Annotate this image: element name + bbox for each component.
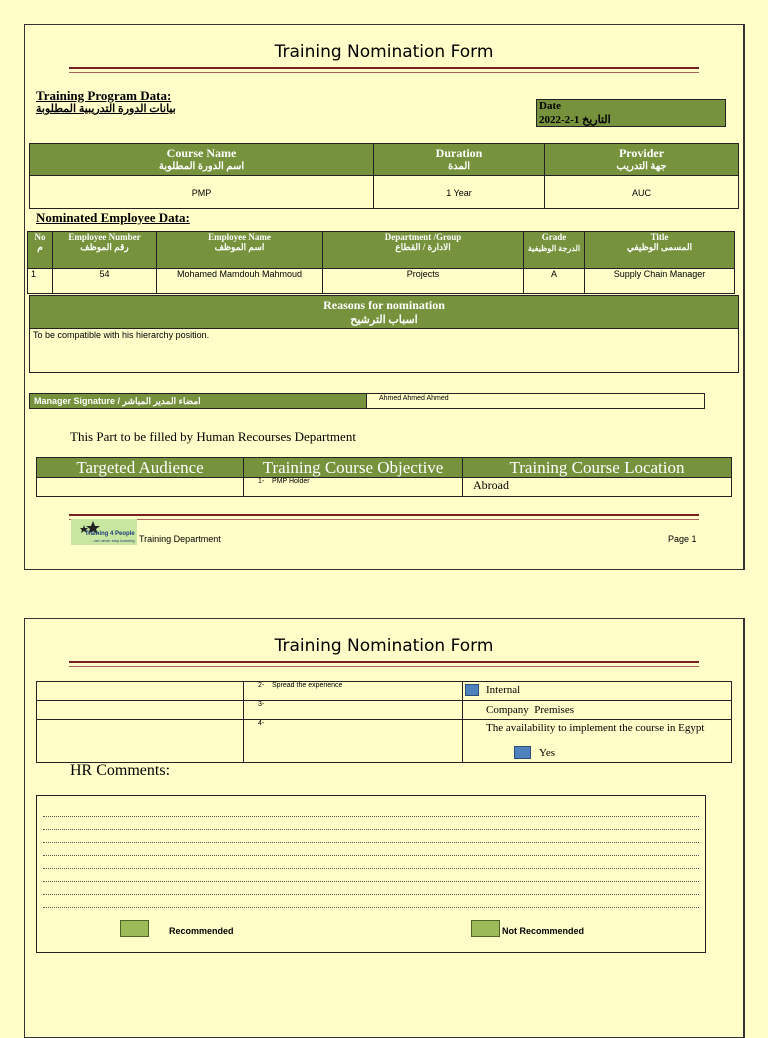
form-page-1 xyxy=(24,24,745,570)
form-title: Training Nomination Form xyxy=(274,636,494,656)
department-header: Department /Group الادارة / القطاع xyxy=(322,231,524,269)
grade-header: Grade الدرجة الوظيفية xyxy=(523,231,585,269)
course-name-cell: PMP xyxy=(29,175,374,209)
employee-name-cell: Mohamed Mamdouh Mahmoud xyxy=(156,268,323,294)
location-header: Training Course Location xyxy=(462,457,732,478)
objective-header: Training Course Objective xyxy=(243,457,463,478)
comment-line xyxy=(43,816,699,817)
recommended-checkbox[interactable] xyxy=(120,920,149,937)
title-rule xyxy=(69,67,699,73)
comment-line xyxy=(43,907,699,908)
audience-cell-2 xyxy=(36,681,244,701)
comment-line xyxy=(43,855,699,856)
hr-table xyxy=(36,457,732,497)
manager-signature-label: Manager Signature / امضاء المدير المباشر xyxy=(29,393,367,409)
comment-line xyxy=(43,829,699,830)
form-title: Training Nomination Form xyxy=(274,42,494,62)
title-header: Title المسمى الوظيفي xyxy=(584,231,735,269)
hr-continuation-table xyxy=(36,681,732,763)
program-heading-ar: بيانات الدورة التدريبية المطلوبة xyxy=(36,103,176,115)
employee-heading: Nominated Employee Data: xyxy=(36,210,190,225)
objective-cell-4: 4- xyxy=(243,719,463,763)
footer-rule xyxy=(69,514,699,520)
title-cell: Supply Chain Manager xyxy=(584,268,735,294)
not-recommended-label: Not Recommended xyxy=(502,926,585,936)
yes-checkbox[interactable] xyxy=(514,746,531,759)
location-cell-4 xyxy=(462,719,732,763)
comment-line xyxy=(43,868,699,869)
location-cell-2: Internal xyxy=(462,681,732,701)
hr-note: This Part to be filled by Human Recourses Department xyxy=(70,429,356,444)
reasons-box xyxy=(29,328,739,373)
provider-header: Provider جهة التدريب xyxy=(544,143,739,176)
no-cell: 1 xyxy=(27,268,53,294)
training-logo xyxy=(71,519,137,545)
targeted-audience-header: Targeted Audience xyxy=(36,457,244,478)
duration-cell: 1 Year xyxy=(373,175,545,209)
egypt-availability-text: The availability to implement the course in Egypt xyxy=(486,722,705,734)
course-name-header: Course Name اسم الدورة المطلوبة xyxy=(29,143,374,176)
hr-comments-label: HR Comments: xyxy=(70,762,171,779)
logo-tagline: ...we never stop learning xyxy=(91,538,135,543)
hr-comments-box[interactable] xyxy=(36,795,706,953)
grade-cell: A xyxy=(523,268,585,294)
reasons-header: Reasons for nomination اسباب الترشيح xyxy=(29,295,739,329)
department-cell: Projects xyxy=(322,268,524,294)
date-label: Date xyxy=(539,100,561,112)
objective-cell-2: 2- Spread the experience xyxy=(243,681,463,701)
audience-cell-4 xyxy=(36,719,244,763)
no-header: No م xyxy=(27,231,53,269)
yes-label: Yes xyxy=(539,747,556,759)
course-table xyxy=(29,143,739,209)
footer-department: Training Department xyxy=(139,534,221,544)
date-value: التاريخ 1-2-2022 xyxy=(539,114,611,126)
employee-number-header: Employee Number رقم الموظف xyxy=(52,231,157,269)
recommended-label: Recommended xyxy=(169,926,234,936)
duration-header: Duration المدة xyxy=(373,143,545,176)
footer-page-number: Page 1 xyxy=(668,534,697,544)
provider-cell: AUC xyxy=(544,175,739,209)
logo-text: Training 4 People xyxy=(85,531,135,537)
form-page-2 xyxy=(24,618,745,1038)
program-heading: Training Program Data: xyxy=(36,88,172,103)
targeted-audience-cell xyxy=(36,477,244,497)
employee-table xyxy=(27,231,735,293)
comment-line xyxy=(43,894,699,895)
employee-name-header: Employee Name اسم الموظف xyxy=(156,231,323,269)
not-recommended-checkbox[interactable] xyxy=(471,920,500,937)
date-box xyxy=(536,99,726,127)
employee-number-cell: 54 xyxy=(52,268,157,294)
manager-signature-value: Ahmed Ahmed Ahmed xyxy=(366,393,705,409)
internal-checkbox[interactable] xyxy=(465,684,479,696)
objective-cell-3: 3- xyxy=(243,700,463,720)
reasons-text: To be compatible with his hierarchy position. xyxy=(33,330,210,340)
comment-line xyxy=(43,881,699,882)
location-cell-3: Company Premises xyxy=(462,700,732,720)
objective-cell: 1- PMP Holder xyxy=(243,477,463,497)
audience-cell-3 xyxy=(36,700,244,720)
title-rule xyxy=(69,661,699,667)
comment-line xyxy=(43,842,699,843)
location-cell: Abroad xyxy=(462,477,732,497)
